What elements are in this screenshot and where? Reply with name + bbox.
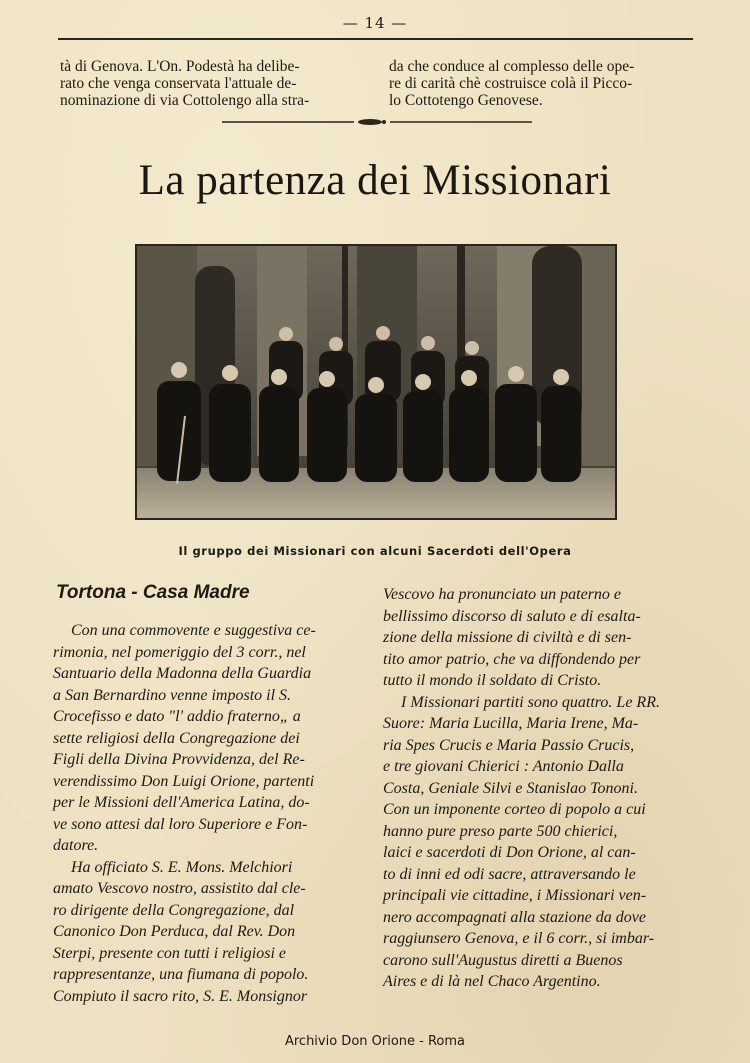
photo-caption: Il gruppo dei Missionari con alcuni Sacerdoti dell'Opera bbox=[178, 544, 572, 558]
article-column-left bbox=[53, 620, 365, 1007]
text-line: Suore: Maria Lucilla, Maria Irene, Ma- bbox=[383, 715, 639, 732]
text-line: tutto il mondo il soldato di Cristo. bbox=[383, 672, 602, 689]
archive-footer: Archivio Don Orione - Roma bbox=[284, 1034, 466, 1049]
article-title: La partenza dei Missionari bbox=[138, 157, 612, 204]
group-photo-image bbox=[137, 246, 615, 518]
text-line: Crocefisso e dato "l' addio fraterno„ a bbox=[53, 708, 301, 725]
text-line: a San Bernardino venne imposto il S. bbox=[53, 686, 292, 704]
text-line: raggiunsero Genova, e il 6 corr., si imbar- bbox=[383, 930, 655, 947]
page-number: — 14 — bbox=[342, 14, 408, 32]
text-line: datore. bbox=[53, 837, 99, 854]
text-line: Costa, Geniale Silvi e Stanislao Tononi. bbox=[383, 779, 638, 797]
text-line: Con una commovente e suggestiva ce- bbox=[71, 622, 316, 639]
text-line: Figli della Divina Provvidenza, del Re- bbox=[53, 751, 305, 768]
text-line: tito amor patrio, che va diffondendo per bbox=[383, 650, 641, 668]
text-line: ve sono attesi dal loro Superiore e Fon- bbox=[53, 815, 308, 833]
text-line: e tre giovani Chierici : Antonio Dalla bbox=[383, 758, 624, 775]
text-line: to di inni ed odi sacre, attraversando le bbox=[383, 865, 636, 883]
text-line: nero accompagnati alla stazione da dove bbox=[383, 908, 646, 926]
text-line: da che conduce al complesso delle ope- bbox=[389, 58, 635, 75]
text-line: tà di Genova. L'On. Podestà ha delibe- bbox=[60, 58, 300, 75]
text-line: laici e sacerdoti di Don Orione, al can- bbox=[383, 844, 636, 861]
continuation-right bbox=[389, 58, 699, 109]
text-line: Santuario della Madonna della Guardia bbox=[53, 665, 312, 682]
text-line: rimonia, nel pomeriggio del 3 corr., nel bbox=[53, 643, 306, 661]
text-line: I Missionari partiti sono quattro. Le RR. bbox=[401, 693, 660, 711]
text-line: nominazione di via Cottolengo alla stra- bbox=[60, 92, 310, 109]
text-line: zione della missione di civiltà e di sen- bbox=[383, 629, 632, 646]
text-line: verendissimo Don Luigi Orione, partenti bbox=[53, 772, 315, 790]
text-line: Vescovo ha pronunciato un paterno e bbox=[383, 586, 622, 603]
text-line: amato Vescovo nostro, assistito dal cle- bbox=[53, 880, 306, 897]
text-line: Aires e di là nel Chaco Argentino. bbox=[383, 973, 601, 990]
text-line: Canonico Don Perduca, dal Rev. Don bbox=[53, 923, 296, 940]
text-line: Compiuto il sacro rito, S. E. Monsignor bbox=[53, 987, 308, 1005]
ornament-divider bbox=[222, 118, 532, 126]
header-rule bbox=[58, 38, 693, 40]
text-line: Con un imponente corteo di popolo a cui bbox=[383, 801, 646, 818]
group-photo bbox=[135, 244, 617, 520]
dateline-place: Tortona - Casa Madre bbox=[56, 582, 250, 603]
text-line: carono sull'Augustus diretti a Buenos bbox=[383, 951, 623, 969]
article-column-right bbox=[383, 584, 701, 993]
text-line: ro dirigente della Congregazione, dal bbox=[53, 901, 295, 919]
text-line: ria Spes Crucis e Maria Passio Crucis, bbox=[383, 736, 635, 754]
text-line: principali vie cittadine, i Missionari ven- bbox=[383, 887, 647, 904]
text-line: rato che venga conservata l'attuale de- bbox=[60, 75, 297, 92]
text-line: re di carità chè costruisce colà il Picco- bbox=[389, 75, 633, 92]
text-line: Sterpi, presente con tutti i religiosi e bbox=[53, 944, 286, 962]
text-line: per le Missioni dell'America Latina, do- bbox=[53, 794, 310, 811]
continuation-left bbox=[60, 58, 365, 109]
text-line: sette religiosi della Congregazione dei bbox=[53, 729, 300, 747]
text-line: hanno pure preso parte 500 chierici, bbox=[383, 822, 618, 840]
text-line: lo Cottotengo Genovese. bbox=[389, 92, 543, 109]
text-line: rappresentanze, una fiumana di popolo. bbox=[53, 966, 309, 983]
text-line: Ha officiato S. E. Mons. Melchiori bbox=[71, 858, 293, 876]
text-line: bellissimo discorso di saluto e di esalta- bbox=[383, 607, 641, 625]
